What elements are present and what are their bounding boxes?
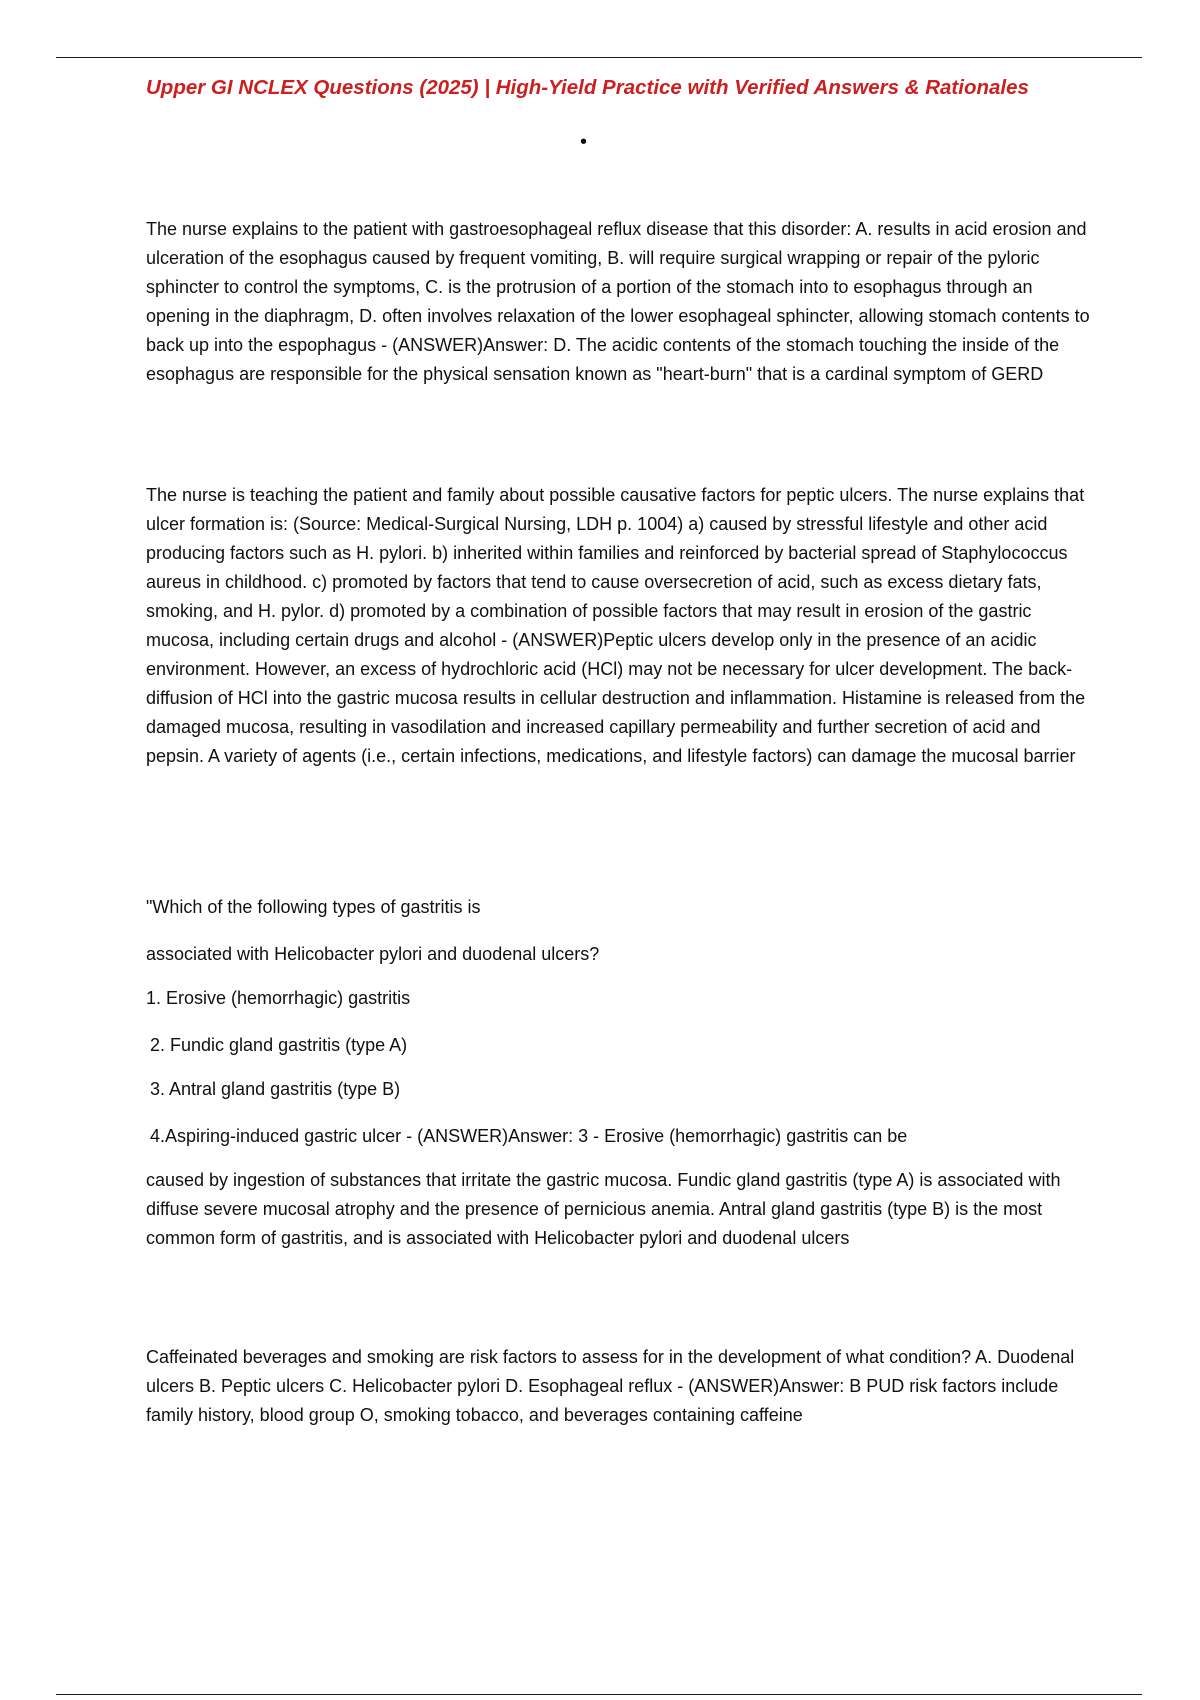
answer-rationale: caused by ingestion of substances that irritate the gastric mucosa. Fundic gland gastritis (type A) is associated with diffuse severe mucosal atrophy and the presence of pernicious anemia. Antral gland gastritis (type B) is the most common form of gastritis, and is associated with Helicobacter pylori and duodenal ulcers <box>146 1170 1061 1248</box>
question-stem: "Which of the following types of gastritis is <box>146 897 481 917</box>
question-stem: associated with Helicobacter pylori and duodenal ulcers? <box>146 944 600 964</box>
question-block <box>146 481 1096 771</box>
question-block <box>146 215 1096 389</box>
question-block <box>146 1343 1096 1430</box>
document-title: Upper GI NCLEX Questions (2025) | High-Yield Practice with Verified Answers & Rationales <box>146 76 1029 99</box>
bottom-rule <box>56 1694 1142 1695</box>
bullet-marker: • <box>580 131 588 153</box>
answer-option: 4.Aspiring-induced gastric ulcer - (ANSWER)Answer: 3 - Erosive (hemorrhagic) gastritis can be <box>150 1126 908 1146</box>
answer-option: 2. Fundic gland gastritis (type A) <box>150 1035 408 1055</box>
top-rule <box>56 57 1142 58</box>
answer-option: 1. Erosive (hemorrhagic) gastritis <box>146 988 411 1008</box>
question-text: The nurse explains to the patient with gastroesophageal reflux disease that this disorder: A. results in acid erosion and ulceration of the esophagus caused by frequent vomiting, B. will require surgical wrapping or repair of the pyloric sphincter to control the symptoms, C. is the protrusion of a portion of the stomach into to esophagus through an opening in the diaphragm, D. often involves relaxation of the lower esophageal sphincter, allowing stomach contents to back up into the espophagus - (ANSWER)Answer: D. The acidic contents of the stomach touching the inside of the esophagus are responsible for the physical sensation known as "heart-burn" that is a cardinal symptom of GERD <box>146 219 1090 384</box>
question-text: The nurse is teaching the patient and family about possible causative factors for peptic ulcers. The nurse explains that ulcer formation is: (Source: Medical-Surgical Nursing, LDH p. 1004) a) caused by stressful lifestyle and other acid producing factors such as H. pylori. b) inherited within families and reinforced by bacterial spread of Staphylococcus aureus in childhood. c) promoted by factors that tend to cause oversecretion of acid, such as excess dietary fats, smoking, and H. pylor. d) promoted by a combination of possible factors that may result in erosion of the gastric mucosa, including certain drugs and alcohol - (ANSWER)Peptic ulcers develop only in the presence of an acidic environment. However, an excess of hydrochloric acid (HCl) may not be necessary for ulcer development. The back-diffusion of HCl into the gastric mucosa results in cellular destruction and inflammation. Histamine is released from the damaged mucosa, resulting in vasodilation and increased capillary permeability and further secretion of acid and pepsin. A variety of agents (i.e., certain infections, medications, and lifestyle factors) can damage the mucosal barrier <box>146 485 1086 766</box>
answer-option: 3. Antral gland gastritis (type B) <box>150 1079 401 1099</box>
question-text: Caffeinated beverages and smoking are risk factors to assess for in the development of what condition? A. Duodenal ulcers B. Peptic ulcers C. Helicobacter pylori D. Esophageal reflux - (ANSWER)Answer: B PUD risk factors include family history, blood group O, smoking tobacco, and beverages containing caffeine <box>146 1347 1075 1425</box>
